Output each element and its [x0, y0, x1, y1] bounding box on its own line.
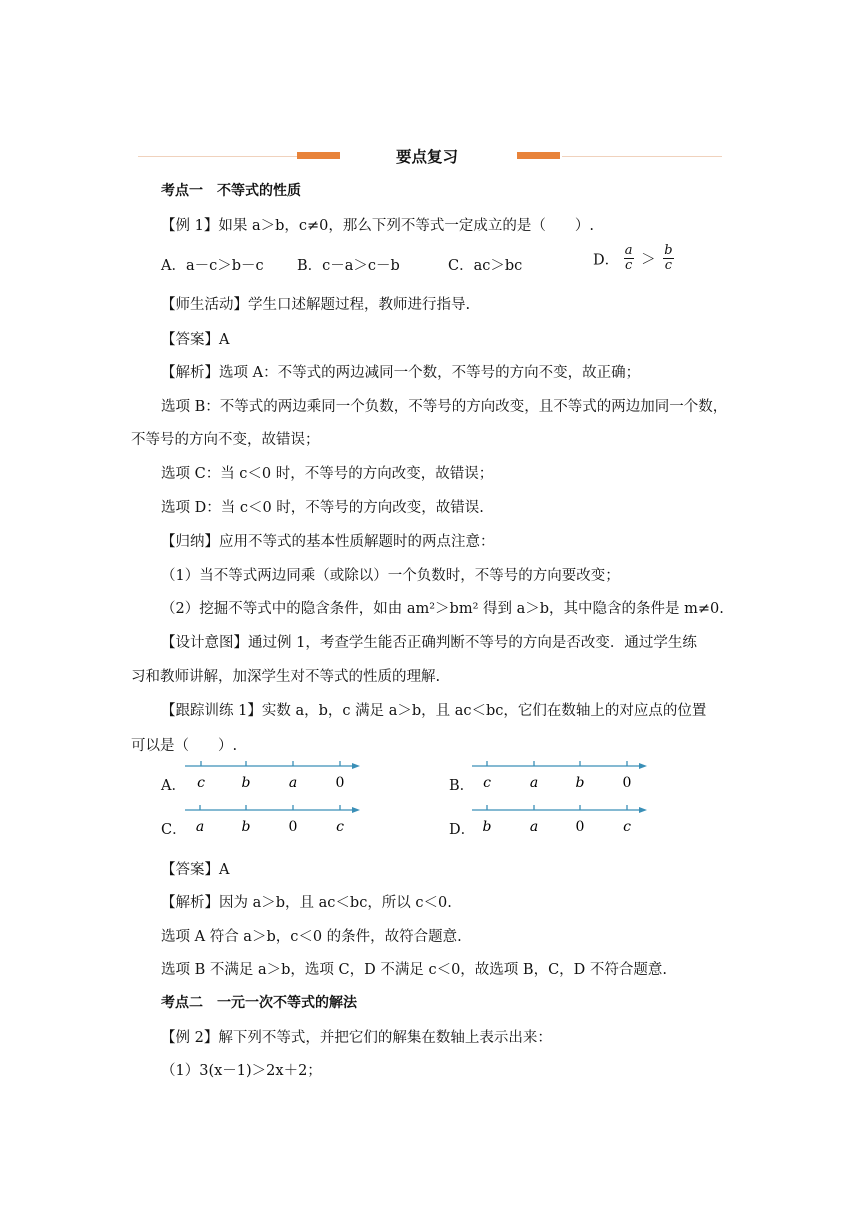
header-rule-left — [138, 156, 298, 157]
training1-question-a: 【跟踪训练 1】实数 a，b，c 满足 a＞b，且 ac＜bc，它们在数轴上的对应点的位置 — [161, 703, 707, 719]
tick-label: b — [482, 819, 492, 835]
example1-option-b: B．c－a＞c－b — [297, 258, 400, 274]
greater-than-sign: ＞ — [641, 252, 656, 269]
axis-arrow — [352, 763, 360, 769]
number-line-a — [185, 758, 365, 792]
tick-label: a — [288, 775, 298, 791]
fraction-numerator: a — [624, 243, 633, 258]
example1-summary: 【归纳】应用不等式的基本性质解题时的两点注意： — [161, 534, 495, 550]
number-line-b — [472, 758, 652, 792]
training1-question-b: 可以是（ ）. — [131, 738, 238, 754]
tick-label: b — [241, 819, 251, 835]
example1-design-a: 【设计意图】通过例 1，考查学生能否正确判断不等号的方向是否改变．通过学生练 — [161, 635, 697, 651]
example1-summary-2: （2）挖掘不等式中的隐含条件，如由 am²＞bm² 得到 a＞b，其中隐含的条件是 m≠0. — [161, 601, 724, 617]
axis-arrow — [639, 807, 647, 813]
tick-label: 0 — [335, 775, 345, 791]
example1-answer: 【答案】A — [161, 332, 230, 348]
fraction-denominator: c — [624, 258, 633, 274]
training1-answer: 【答案】A — [161, 862, 230, 878]
fraction-numerator: b — [664, 243, 673, 258]
tick-label: c — [197, 775, 205, 791]
example1-design-b: 习和教师讲解，加深学生对不等式的性质的理解. — [131, 669, 441, 685]
training1-option-c-label: C． — [161, 822, 187, 838]
tick-label: c — [336, 819, 344, 835]
header-bar-right — [517, 152, 560, 159]
axis-arrow — [639, 763, 647, 769]
number-line-c — [185, 802, 365, 836]
training1-option-b-label: B． — [449, 778, 475, 794]
example1-analysis-2a: 选项 B：不等式的两边乘同一个负数，不等号的方向改变，且不等式的两边加同一个数， — [161, 399, 728, 415]
example1-summary-1: （1）当不等式两边同乘（或除以）一个负数时，不等号的方向要改变； — [161, 568, 620, 584]
training1-analysis-2: 选项 A 符合 a＞b，c＜0 的条件，故符合题意. — [161, 929, 462, 945]
axis-arrow — [352, 807, 360, 813]
example1-activity: 【师生活动】学生口述解题过程，教师进行指导. — [161, 297, 471, 313]
tick-label: c — [483, 775, 491, 791]
example1-analysis-1: 【解析】选项 A：不等式的两边减同一个数，不等号的方向不变，故正确； — [161, 365, 641, 381]
tick-label: c — [623, 819, 631, 835]
header-rule-right — [562, 156, 722, 157]
number-line-d — [472, 802, 652, 836]
example1-analysis-3: 选项 C：当 c＜0 时，不等号的方向改变，故错误； — [161, 466, 494, 482]
training1-option-d-label: D． — [449, 822, 476, 838]
page-title: 要点复习 — [396, 148, 459, 166]
fraction-denominator: c — [664, 258, 673, 274]
tick-label: 0 — [288, 819, 298, 835]
tick-label: b — [241, 775, 251, 791]
tick-label: 0 — [575, 819, 585, 835]
example1-question: 【例 1】如果 a＞b，c≠0，那么下列不等式一定成立的是（ ）. — [161, 218, 594, 234]
training1-option-a-label: A． — [161, 778, 186, 794]
example2-question: 【例 2】解下列不等式，并把它们的解集在数轴上表示出来： — [161, 1030, 552, 1046]
example1-option-c: C．ac＞bc — [448, 258, 523, 274]
example1-analysis-2b: 不等号的方向不变，故错误； — [131, 432, 320, 448]
fraction-a-over-c — [624, 244, 634, 274]
example1-option-d — [593, 244, 674, 274]
tick-label: a — [195, 819, 205, 835]
header-bar-left — [297, 152, 340, 159]
training1-analysis-1: 【解析】因为 a＞b，且 ac＜bc，所以 c＜0. — [161, 895, 452, 911]
tick-label: b — [575, 775, 585, 791]
fraction-b-over-c — [663, 244, 673, 274]
option-d-label: D． — [593, 252, 620, 269]
tick-label: a — [529, 819, 539, 835]
example2-item-1: （1）3(x－1)＞2x＋2； — [161, 1063, 322, 1079]
section1-heading: 考点一 不等式的性质 — [161, 183, 301, 199]
section2-heading: 考点二 一元一次不等式的解法 — [161, 995, 357, 1011]
tick-label: 0 — [622, 775, 632, 791]
tick-label: a — [529, 775, 539, 791]
example1-analysis-4: 选项 D：当 c＜0 时，不等号的方向改变，故错误. — [161, 500, 484, 516]
example1-option-a: A．a－c＞b－c — [161, 258, 264, 274]
training1-analysis-3: 选项 B 不满足 a＞b，选项 C，D 不满足 c＜0，故选项 B，C，D 不符合题意. — [161, 962, 668, 978]
